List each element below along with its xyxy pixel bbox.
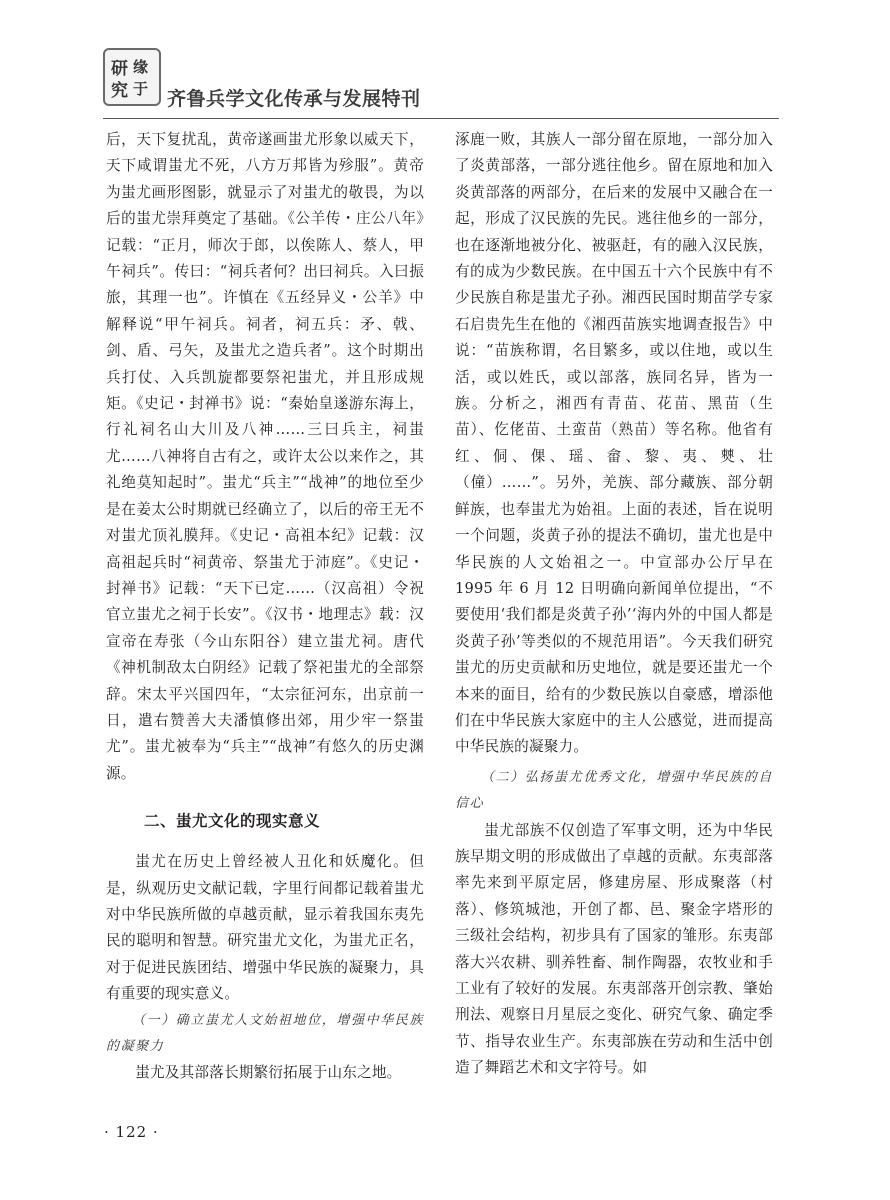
right-column xyxy=(455,127,773,1082)
subsection-heading-1: （一）确立蚩尤人文始祖地位，增强中华民族的凝聚力 xyxy=(106,1012,425,1054)
journal-logo-icon xyxy=(105,50,159,104)
svg-text:究: 究 xyxy=(111,81,128,101)
page-header xyxy=(103,48,803,118)
right-paragraph-2: 蚩尤部族不仅创造了军事文明，还为中华民族早期文明的形成做出了卓越的贡献。东夷部落率先来到平原定居，修建房屋、形成聚落（村落）、修筑城池，开创了都、邑、聚金字塔形的三级社会结构，初步具有了国家的雏形。东夷部落大兴农耕、驯养牲畜、制作陶器，农牧业和手工业有了较好的发展。东夷部落开创宗教、肇始刑法、观察日月星辰之变化、研究气象、确定季节、指导农业生产。东夷部族在劳动和生活中创造了舞蹈艺术和文字符号。如 xyxy=(455,821,773,1077)
left-paragraph-2: 蚩尤在历史上曾经被人丑化和妖魔化。但是，纵观历史文献记载，字里行间都记载着蚩尤对中华民族所做的卓越贡献，显示着我国东夷先民的聪明和智慧。研究蚩尤文化，为蚩尤正名，对于促进民族团结、增强中华民族的凝聚力，具有重要的现实意义。 xyxy=(106,853,424,1003)
section-heading-2: 二、蚩尤文化的现实意义 xyxy=(144,812,321,831)
svg-text:缘: 缘 xyxy=(133,58,149,76)
subsection-heading-2: （二）弘扬蚩尤优秀文化，增强中华民族的自信心 xyxy=(455,769,774,812)
left-paragraph-3: 蚩尤及其部落长期繁衍拓展于山东之地。 xyxy=(135,1064,402,1082)
left-paragraph-1: 后，天下复扰乱，黄帝遂画蚩尤形象以威天下，天下咸谓蚩尤不死，八方万邦皆为殄服”。黄帝为蚩尤画形图影，就显示了对蚩尤的敬畏，为以后的蚩尤崇拜奠定了基础。《公羊传・庄公八年》记载：“正月，师次于郎，以俟陈人、蔡人，甲午祠兵”。传曰：“祠兵者何？出曰祠兵。入曰振旅，其理一也”。许慎在《五经异义・公羊》中解释说“甲午祠兵。祠者，祠五兵：矛、戟、剑、盾、弓矢，及蚩尤之造兵者”。这个时期出兵打仗、入兵凯旋都要祭祀蚩尤，并且形成规矩。《史记・封禅书》说：“秦始皇遂游东海上，行礼祠名山大川及八神……三曰兵主，祠蚩尤……八神将自古有之，或许太公以来作之，其礼绝莫知起时”。蚩尤“兵主”“战神”的地位至少是在姜太公时期就已经确立了，以后的帝王无不对蚩尤顶礼膜拜。《史记・高祖本纪》记载：汉高祖起兵时“祠黄帝、祭蚩尤于沛庭”。《史记・封禅书》记载：“天下已定……（汉高祖）令祝官立蚩尤之祠于长安”。《汉书・地理志》载：汉宣帝在寿张（今山东阳谷）建立蚩尤祠。唐代《神机制敌太白阴经》记载了祭祀蚩尤的全部祭辞。宋太平兴国四年，“太宗征河东，出京前一日，遣右赞善大夫潘慎修出郊，用少牢一祭蚩尤”。蚩尤被奉为“兵主”“战神”有悠久的历史渊源。 xyxy=(106,131,424,782)
journal-logo xyxy=(103,48,161,106)
journal-title: 齐鲁兵学文化传承与发展特刊 xyxy=(167,88,421,110)
page-number: · 122 · xyxy=(104,1123,159,1141)
svg-text:于: 于 xyxy=(133,80,149,98)
header-rule xyxy=(103,118,779,119)
left-column xyxy=(106,127,424,1087)
right-paragraph-1: 涿鹿一败，其族人一部分留在原地，一部分加入了炎黄部落，一部分逃往他乡。留在原地和加入炎黄部落的两部分，在后来的发展中又融合在一起，形成了汉民族的先民。逃往他乡的一部分，也在逐渐地被分化、被驱赶，有的融入汉民族，有的成为少数民族。在中国五十六个民族中有不少民族自称是蚩尤子孙。湘西民国时期苗学专家石启贵先生在他的《湘西苗族实地调查报告》中说：“苗族称谓，名目繁多，或以住地，或以生活，或以姓氏，或以部落，族同名异，皆为一族。分析之，湘西有青苗、花苗、黑苗（生苗）、仡佬苗、土蛮苗（熟苗）等名称。他省有红、侗、倮、瑶、畲、黎、夷、僰、壮（僮）……”。另外，羌族、部分藏族、部分朝鲜族，也奉蚩尤为始祖。上面的表述，旨在说明一个问题，炎黄子孙的提法不确切，蚩尤也是中华民族的人文始祖之一。中宣部办公厅早在 1995 年 6 月 12 日明确向新闻单位提出，“不要使用‘我们都是炎黄子孙’‘海内外的中国人都是炎黄子孙’等类似的不规范用语”。今天我们研究蚩尤的历史贡献和历史地位，就是要还蚩尤一个本来的面目，给有的少数民族以自豪感，增添他们在中华民族大家庭中的主人公感觉，进而提高中华民族的凝聚力。 xyxy=(455,131,773,756)
svg-text:研: 研 xyxy=(111,59,128,79)
